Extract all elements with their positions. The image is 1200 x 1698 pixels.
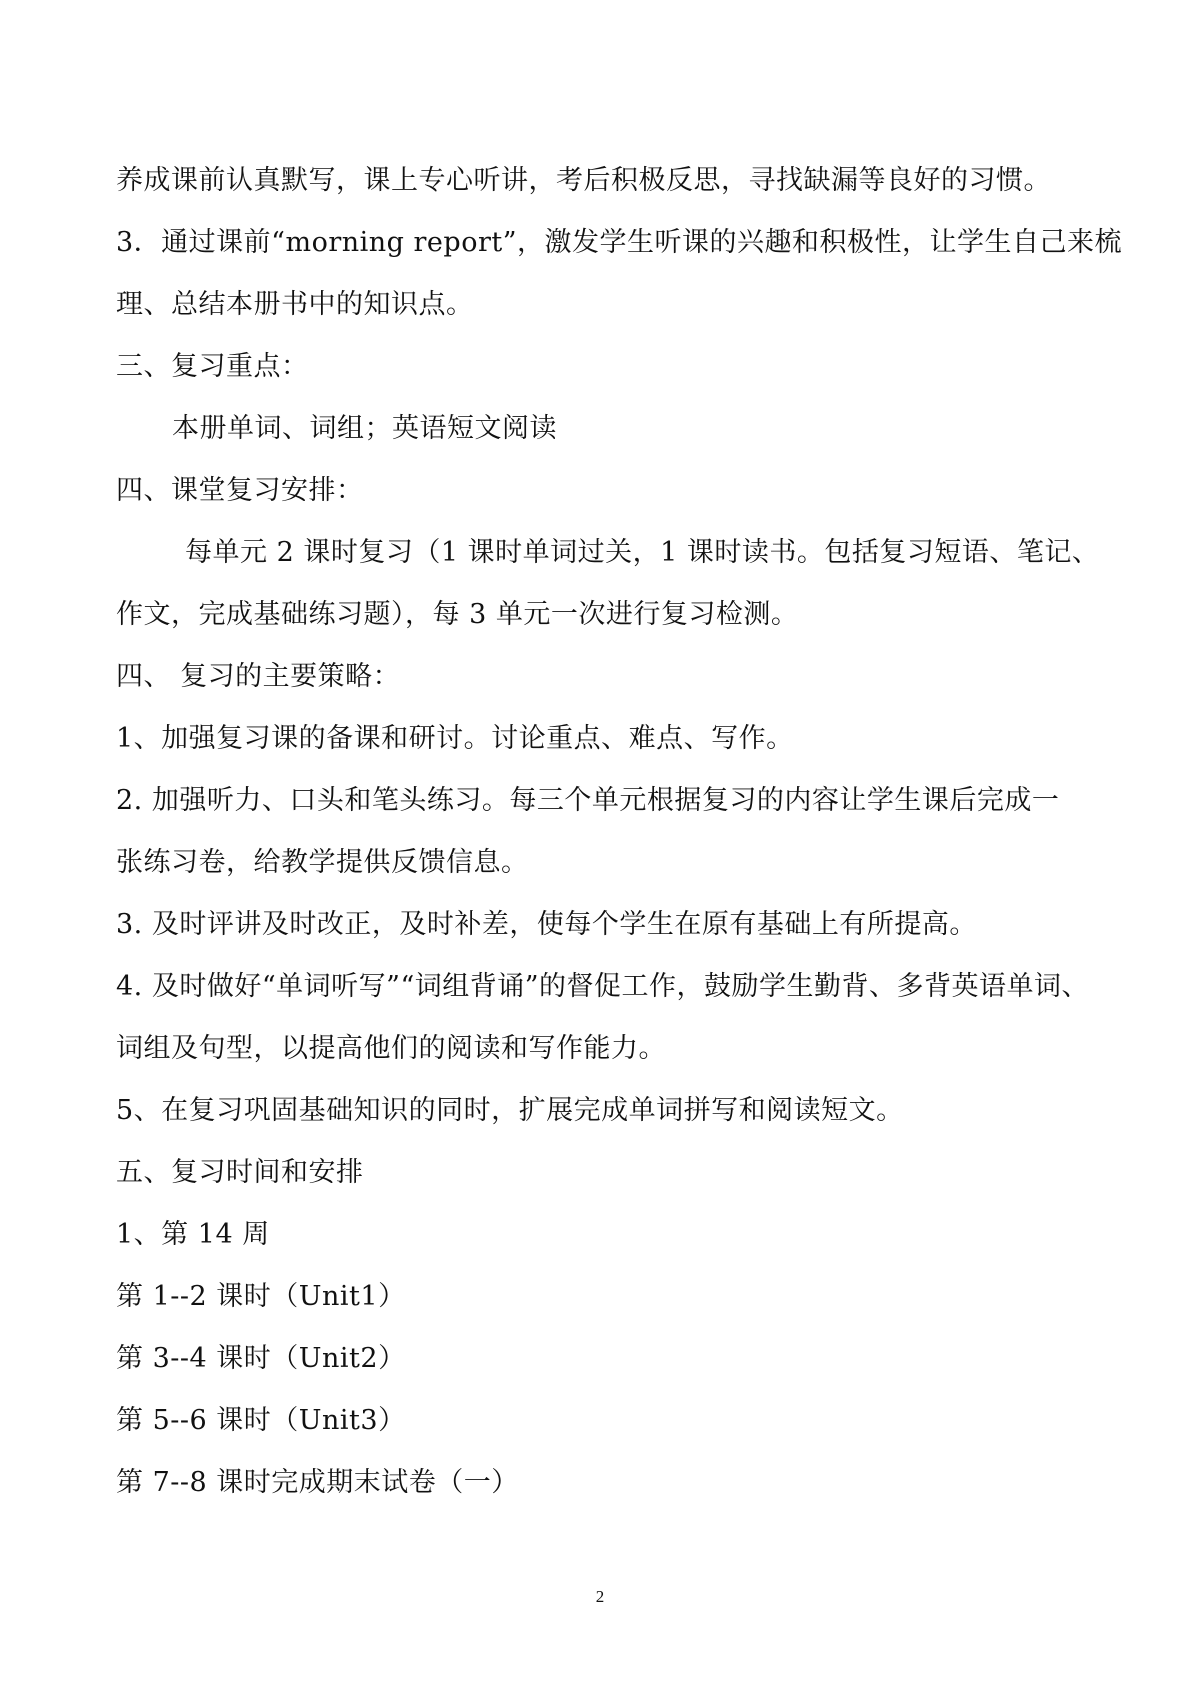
list-item: 1、加强复习课的备课和研讨。讨论重点、难点、写作。	[116, 723, 794, 754]
page-number: 2	[595, 1587, 605, 1606]
list-item: 3. 及时评讲及时改正，及时补差，使每个学生在原有基础上有所提高。	[116, 909, 977, 940]
list-item: 2. 加强听力、口头和笔头练习。每三个单元根据复习的内容让学生课后完成一	[116, 785, 1060, 816]
list-item: 5、在复习巩固基础知识的同时，扩展完成单词拼写和阅读短文。	[116, 1095, 904, 1126]
paragraph-line: 每单元 2 课时复习（1 课时单词过关，1 课时读书。包括复习短语、笔记、	[185, 537, 1100, 568]
paragraph-line: 本册单词、词组；英语短文阅读	[172, 413, 557, 444]
list-item: 4. 及时做好“单词听写”“词组背诵”的督促工作，鼓励学生勤背、多背英语单词、	[116, 971, 1090, 1002]
list-item: 1、第 14 周	[116, 1219, 270, 1250]
paragraph-line: 张练习卷，给教学提供反馈信息。	[116, 847, 529, 878]
section-heading: 四、课堂复习安排：	[116, 475, 364, 506]
schedule-item: 第 5--6 课时（Unit3）	[116, 1405, 406, 1436]
schedule-item: 第 7--8 课时完成期末试卷（一）	[116, 1467, 519, 1498]
paragraph-line: 词组及句型，以提高他们的阅读和写作能力。	[116, 1033, 666, 1064]
schedule-item: 第 1--2 课时（Unit1）	[116, 1281, 406, 1312]
section-heading: 四、 复习的主要策略：	[116, 661, 401, 692]
paragraph-line: 理、总结本册书中的知识点。	[116, 289, 474, 320]
paragraph-line: 作文，完成基础练习题），每 3 单元一次进行复习检测。	[116, 599, 799, 630]
paragraph-line: 养成课前认真默写，课上专心听讲，考后积极反思，寻找缺漏等良好的习惯。	[116, 165, 1051, 196]
section-heading: 三、复习重点：	[116, 351, 309, 382]
schedule-item: 第 3--4 课时（Unit2）	[116, 1343, 406, 1374]
section-heading: 五、复习时间和安排	[116, 1157, 364, 1188]
paragraph-line: 3．通过课前“morning report”，激发学生听课的兴趣和积极性，让学生自己来梳	[116, 227, 1123, 258]
